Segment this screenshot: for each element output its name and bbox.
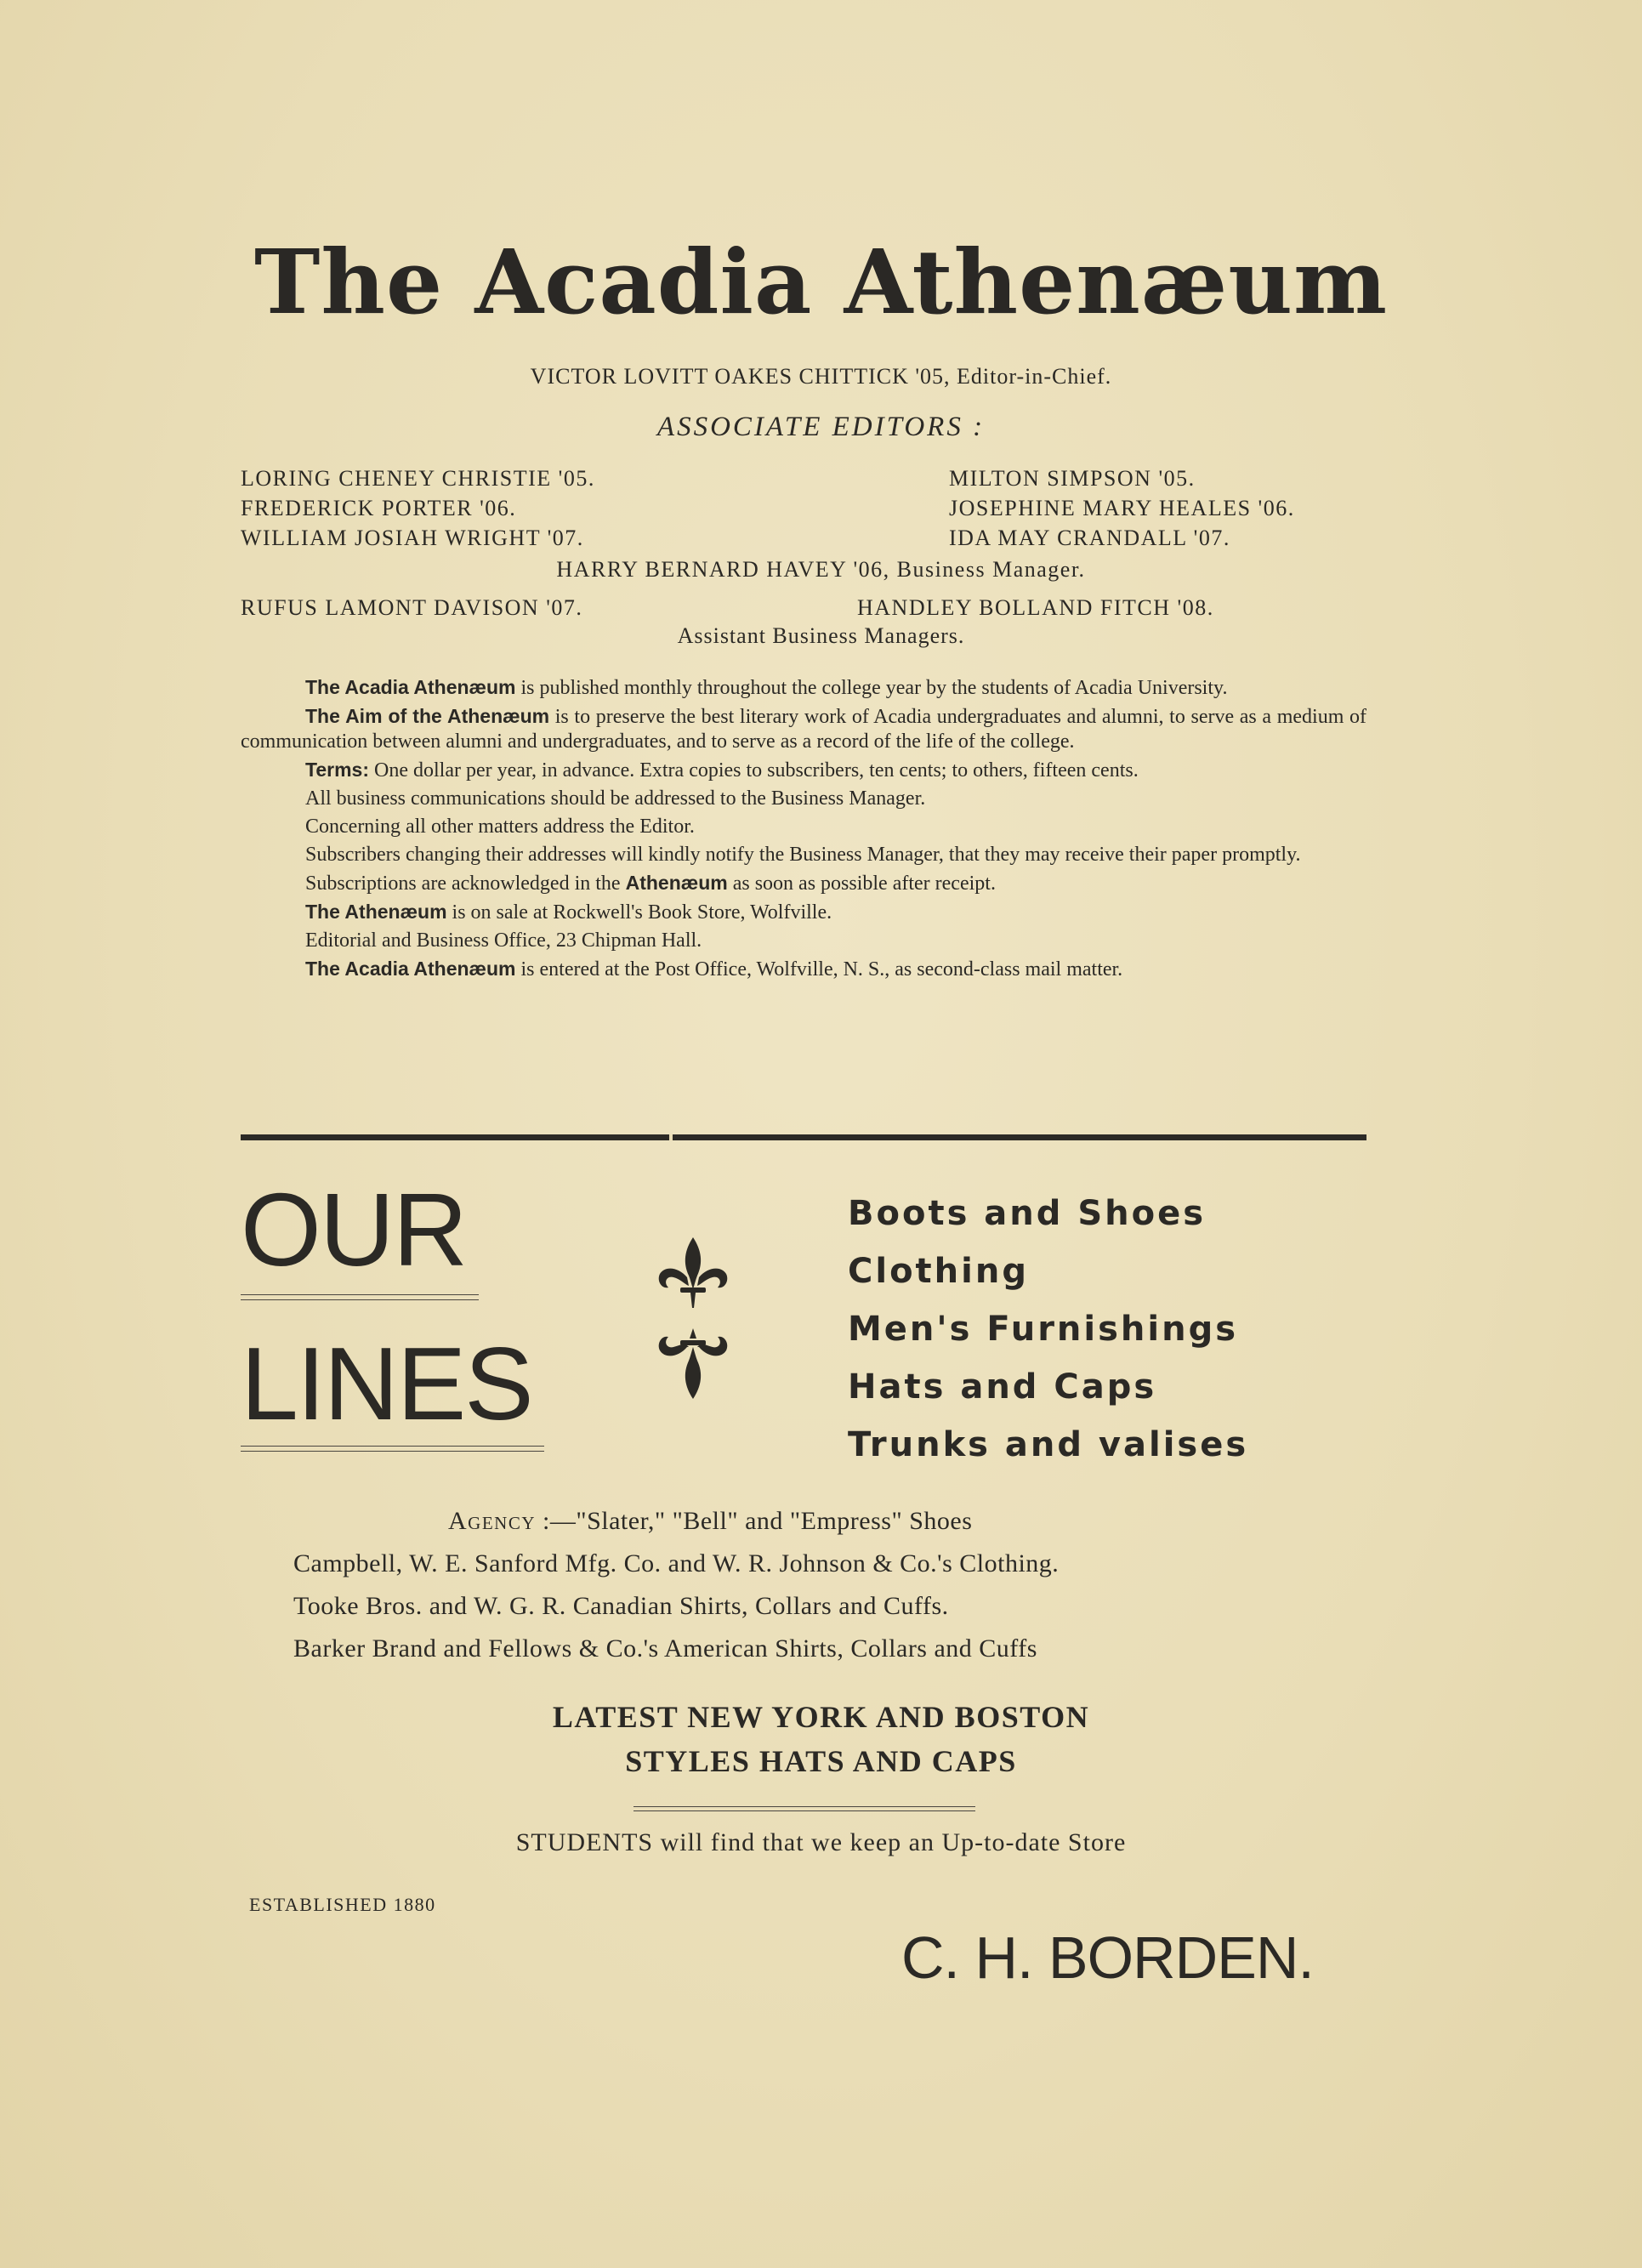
notice-paragraph: Editorial and Business Office, 23 Chipman Hall. [305,929,702,952]
section-divider-gap [669,1134,673,1140]
associate-editor: IDA MAY CRANDALL '07. [949,526,1230,550]
notice-paragraph: Concerning all other matters address the Editor. [305,816,695,838]
notice-paragraph: The Acadia Athenæum is entered at the Post Office, Wolfville, N. S., as second-class mail matter. [305,958,1123,981]
notice-paragraph: All business communications should be addressed to the Business Manager. [305,787,926,810]
product-item: Trunks and valises [848,1425,1249,1464]
notice-paragraph: Subscriptions are acknowledged in the Athenæum as soon as possible after receipt. [305,872,996,895]
associate-editor: MILTON SIMPSON '05. [949,466,1196,491]
agency-label: Agency [448,1507,536,1535]
associate-editors-right [949,463,1295,553]
advert-heading-lines: LINES [241,1326,532,1441]
assistant-manager-right: HANDLEY BOLLAND FITCH '08. [857,595,1214,620]
product-item: Men's Furnishings [848,1310,1239,1349]
associate-editor: JOSEPHINE MARY HEALES '06. [949,496,1295,520]
associate-editor: WILLIAM JOSIAH WRIGHT '07. [241,526,584,550]
notice-paragraph: The Athenæum is on sale at Rockwell's Book Store, Wolfville. [305,901,832,924]
notice-paragraph: Terms: One dollar per year, in advance. Extra copies to subscribers, ten cents; to others, fifteen cents. [305,759,1139,782]
students-line: STUDENTS will find that we keep an Up-to-date Store [515,1828,1127,1856]
merchant-name: C. H. BORDEN. [901,1924,1314,1991]
product-item: Hats and Caps [848,1367,1157,1407]
notice-paragraph: The Acadia Athenæum is published monthly throughout the college year by the students of Acadia University. [305,676,1228,699]
latest-line: STYLES HATS AND CAPS [625,1744,1017,1778]
associate-editor: LORING CHENEY CHRISTIE '05. [241,466,595,491]
business-manager: HARRY BERNARD HAVEY '06, Business Manager. [556,557,1086,582]
product-item: Boots and Shoes [848,1194,1207,1233]
assistant-manager-left: RUFUS LAMONT DAVISON '07. [241,595,583,620]
associate-editor: FREDERICK PORTER '06. [241,496,517,520]
product-item: Clothing [848,1252,1029,1291]
masthead-title: The Acadia Athenæum [254,230,1388,334]
agency-block [293,1500,1059,1670]
agency-line: Campbell, W. E. Sanford Mfg. Co. and W. R. Johnson & Co.'s Clothing. [293,1549,1060,1577]
agency-line: Agency :—"Slater," "Bell" and "Empress" Shoes [448,1507,973,1535]
heading-underline [241,1294,479,1300]
short-divider [634,1806,975,1811]
publication-notices [241,675,1366,986]
agency-line: Tooke Bros. and W. G. R. Canadian Shirts, Collars and Cuffs. [293,1592,949,1620]
product-list [848,1185,1248,1474]
agency-line: Barker Brand and Fellows & Co.'s American Shirts, Collars and Cuffs [293,1634,1037,1663]
notice-paragraph: Subscribers changing their addresses will kindly notify the Business Manager, that they may receive their paper promptly. [305,844,1301,866]
associate-editors-left [241,463,595,553]
editor-in-chief: VICTOR LOVITT OAKES CHITTICK '05, Editor-in-Chief. [530,364,1112,389]
associate-editors-heading: ASSOCIATE EDITORS : [656,412,986,442]
notice-paragraph: The Aim of the Athenæum is to preserve the best literary work of Acadia undergraduates and alumni, to serve as a medium of communication between alumni and undergraduates, and to serve as a record of the life of the college. [241,705,1366,753]
assistant-managers-label: Assistant Business Managers. [677,623,965,648]
latest-line: LATEST NEW YORK AND BOSTON [552,1700,1090,1734]
latest-styles [0,1695,1642,1783]
advert-heading-our: OUR [241,1172,467,1287]
fleur-de-lis-ornament-icon [655,1233,731,1403]
section-divider [241,1134,1366,1140]
heading-underline [241,1446,544,1452]
established-year: ESTABLISHED 1880 [249,1894,436,1915]
